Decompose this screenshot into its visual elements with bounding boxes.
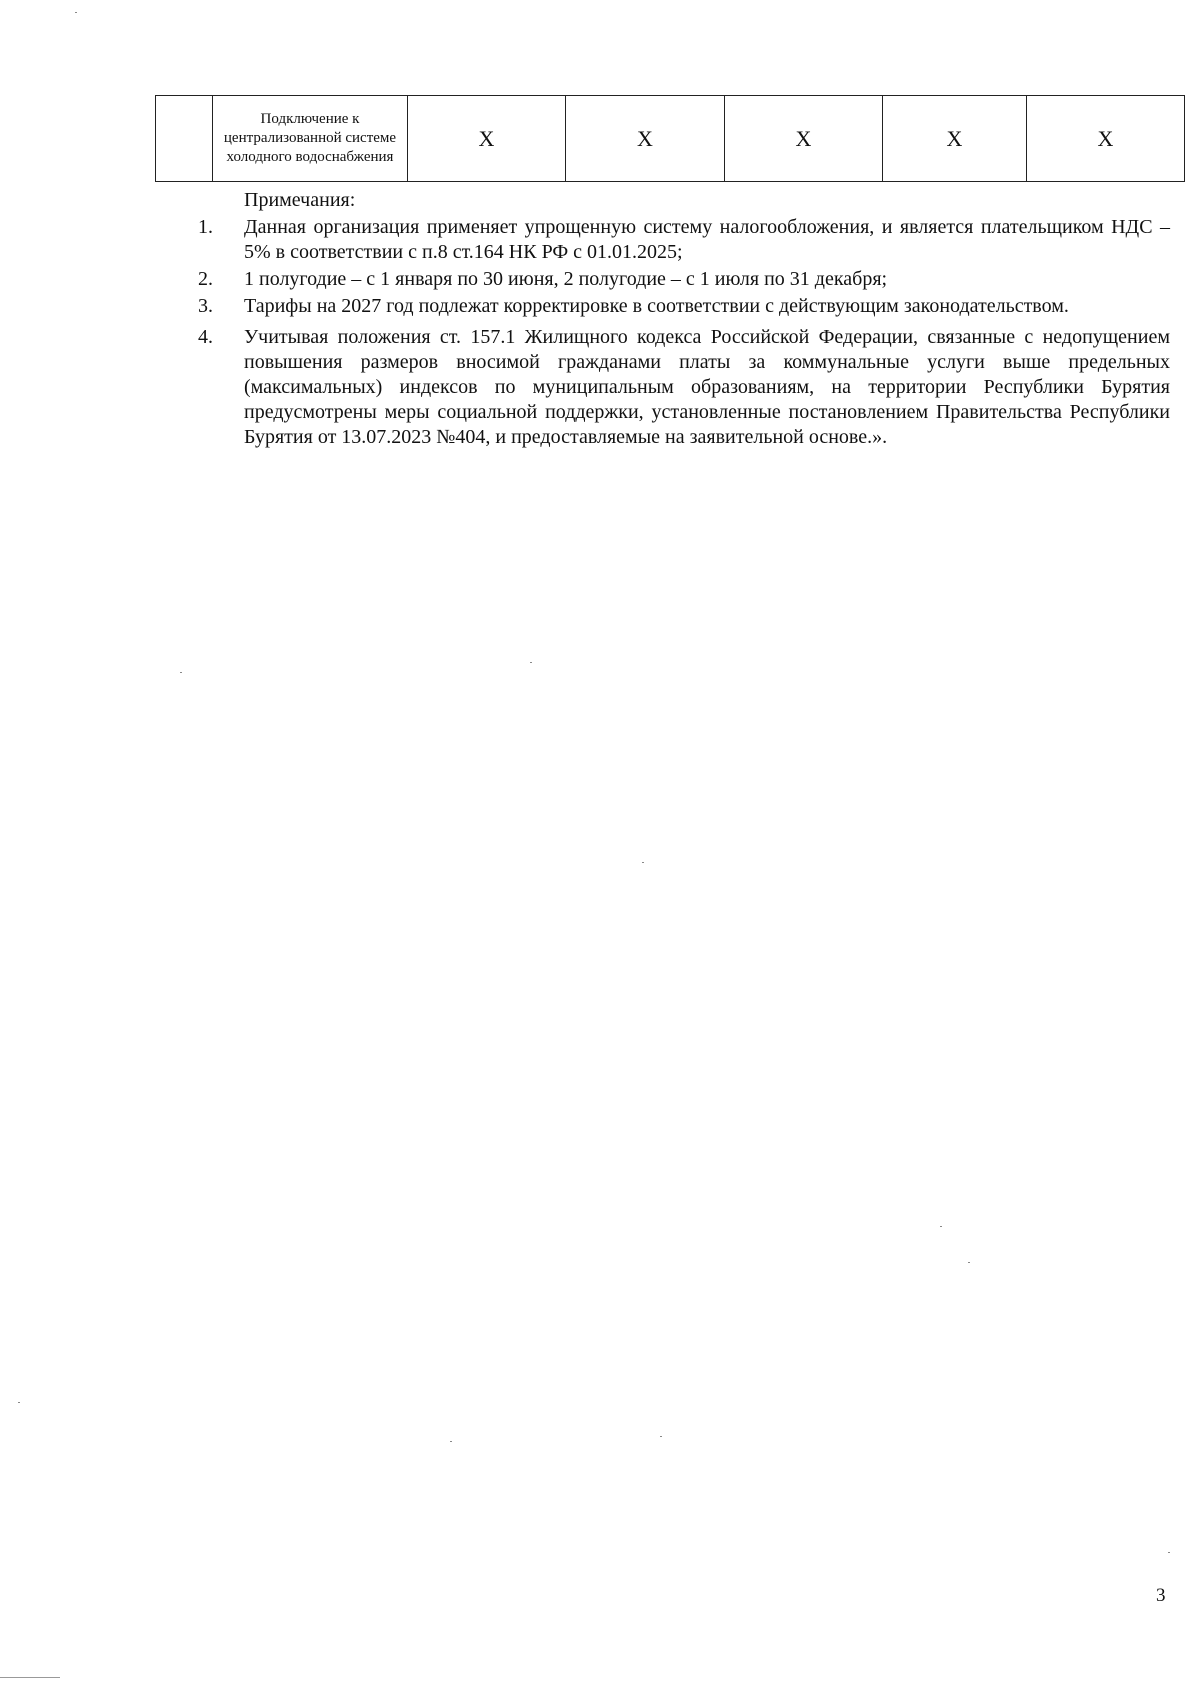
scan-speck (940, 1226, 942, 1227)
table-cell-mark: Х (725, 96, 883, 182)
table-cell-mark: Х (566, 96, 725, 182)
note-text: 1 полугодие – с 1 января по 30 июня, 2 полугодие – с 1 июля по 31 декабря; (244, 268, 888, 290)
note-number: 3. (198, 295, 213, 317)
scan-edge (0, 1677, 60, 1678)
note-item (198, 294, 1170, 319)
note-item (198, 215, 1170, 265)
table-cell-mark: Х (883, 96, 1027, 182)
notes-section (198, 188, 1170, 452)
table-cell-service-name: Подключение к централизованной системе холодного водоснабжения (213, 96, 408, 182)
table-row (156, 96, 1185, 182)
note-number: 2. (198, 268, 213, 290)
scan-speck (642, 862, 644, 863)
note-text: Тарифы на 2027 год подлежат корректировке в соответствии с действующим законодательством. (244, 295, 1069, 317)
note-item (198, 325, 1170, 450)
note-item (198, 267, 1170, 292)
note-text: Данная организация применяет упрощенную систему налогообложения, и является плательщиком НДС – 5% в соответствии с п.8 ст.164 НК РФ с 01.01.2025; (244, 216, 1170, 263)
table-cell-empty (156, 96, 213, 182)
tariff-table-fragment (155, 95, 1185, 182)
notes-title: Примечания: (244, 189, 356, 211)
table-cell-mark: Х (408, 96, 566, 182)
scan-speck (530, 662, 532, 663)
scan-speck (968, 1262, 970, 1263)
note-number: 4. (198, 326, 213, 348)
note-text: Учитывая положения ст. 157.1 Жилищного кодекса Российской Федерации, связанные с недопущением повышения размеров вносимой гражданами платы за коммунальные услуги выше предельных (максимальных) индексов по муниципальным образованиям, на территории Республики Бурятия предусмотрены меры социальной поддержки, установленные постановлением Правительства Республики Бурятия от 13.07.2023 №404, и предоставляемые на заявительной основе.». (244, 326, 1170, 448)
scan-speck (180, 672, 182, 673)
scan-speck (1168, 1552, 1170, 1553)
page-number: 3 (1156, 1585, 1166, 1606)
note-number: 1. (198, 216, 213, 238)
scan-speck (450, 1441, 452, 1442)
scan-speck (660, 1436, 662, 1437)
table-cell-mark: Х (1027, 96, 1185, 182)
scan-speck (18, 1402, 20, 1403)
scan-speck (75, 12, 77, 13)
